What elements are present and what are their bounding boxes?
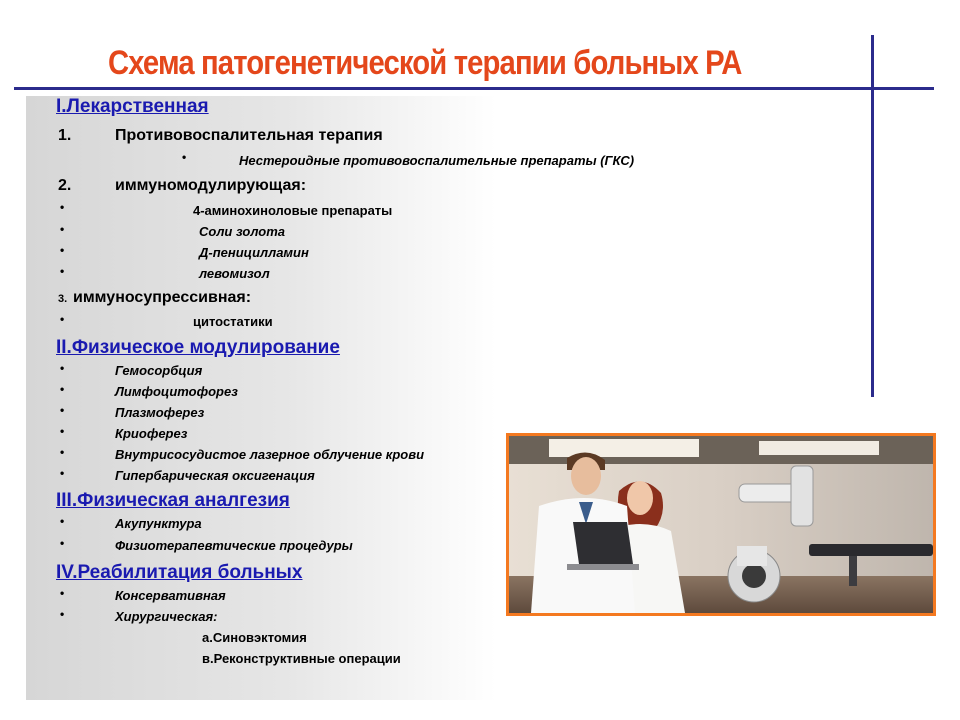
list-item: Физиотерапевтические процедуры bbox=[115, 538, 353, 553]
item-label: Противовоспалительная терапия bbox=[115, 127, 383, 144]
title-underline bbox=[14, 87, 934, 90]
list-item: Криоферез bbox=[115, 426, 188, 441]
bullet-icon: • bbox=[60, 445, 65, 459]
list-item: Гемосорбция bbox=[115, 363, 203, 378]
bullet-icon: • bbox=[60, 607, 65, 621]
bullet-icon: • bbox=[60, 312, 65, 326]
section-heading-rehabilitation[interactable]: IV.Реабилитация больных bbox=[56, 562, 303, 583]
bullet-icon: • bbox=[60, 466, 65, 480]
section-heading-medicinal[interactable]: I.Лекарственная bbox=[56, 96, 209, 117]
section-heading-physical-modulation[interactable]: II.Физическое модулирование bbox=[56, 337, 340, 358]
list-item: 4-аминохиноловые препараты bbox=[193, 203, 393, 218]
section-heading-physical-analgesia[interactable]: III.Физическая аналгезия bbox=[56, 490, 290, 511]
bullet-icon: • bbox=[60, 200, 65, 214]
list-item: Лимфоцитофорез bbox=[115, 384, 238, 399]
list-item: левомизол bbox=[199, 266, 270, 281]
bullet-icon: • bbox=[60, 222, 65, 236]
item-label: иммуномодулирующая: bbox=[115, 177, 307, 194]
bullet-icon: • bbox=[60, 382, 65, 396]
list-item: Д-пеницилламин bbox=[199, 245, 309, 260]
list-item: Гипербарическая оксигенация bbox=[115, 468, 315, 483]
item-number: 3. bbox=[58, 293, 68, 305]
list-item: Соли золота bbox=[199, 224, 286, 239]
bullet-icon: • bbox=[60, 586, 65, 600]
list-item: а.Синовэктомия bbox=[202, 630, 307, 645]
bullet-icon: • bbox=[60, 514, 65, 528]
list-item: Плазмоферез bbox=[115, 405, 205, 420]
bullet-icon: • bbox=[60, 243, 65, 257]
slide-title: Схема патогенетической терапии больных РА bbox=[108, 44, 742, 82]
list-item: Консервативная bbox=[115, 588, 226, 603]
bullet-icon: • bbox=[60, 424, 65, 438]
item-number: 1. bbox=[58, 127, 72, 144]
item-number: 2. bbox=[58, 177, 72, 194]
photo-illustration bbox=[509, 436, 933, 613]
item-label: иммуносупрессивная: bbox=[73, 289, 252, 306]
list-item: Хирургическая: bbox=[115, 609, 218, 624]
vertical-rule bbox=[871, 35, 874, 397]
list-item: в.Реконструктивные операции bbox=[202, 651, 401, 666]
bullet-icon: • bbox=[182, 150, 187, 164]
bullet-icon: • bbox=[60, 361, 65, 375]
list-item: Акупунктура bbox=[115, 516, 202, 531]
list-item: Внутрисосудистое лазерное облучение крови bbox=[115, 447, 425, 462]
list-item: цитостатики bbox=[193, 314, 273, 329]
bullet-icon: • bbox=[60, 403, 65, 417]
list-item: Нестероидные противовоспалительные препараты (ГКС) bbox=[239, 153, 635, 168]
bullet-icon: • bbox=[60, 264, 65, 278]
medical-staff-photo bbox=[506, 433, 936, 616]
bullet-icon: • bbox=[60, 536, 65, 550]
